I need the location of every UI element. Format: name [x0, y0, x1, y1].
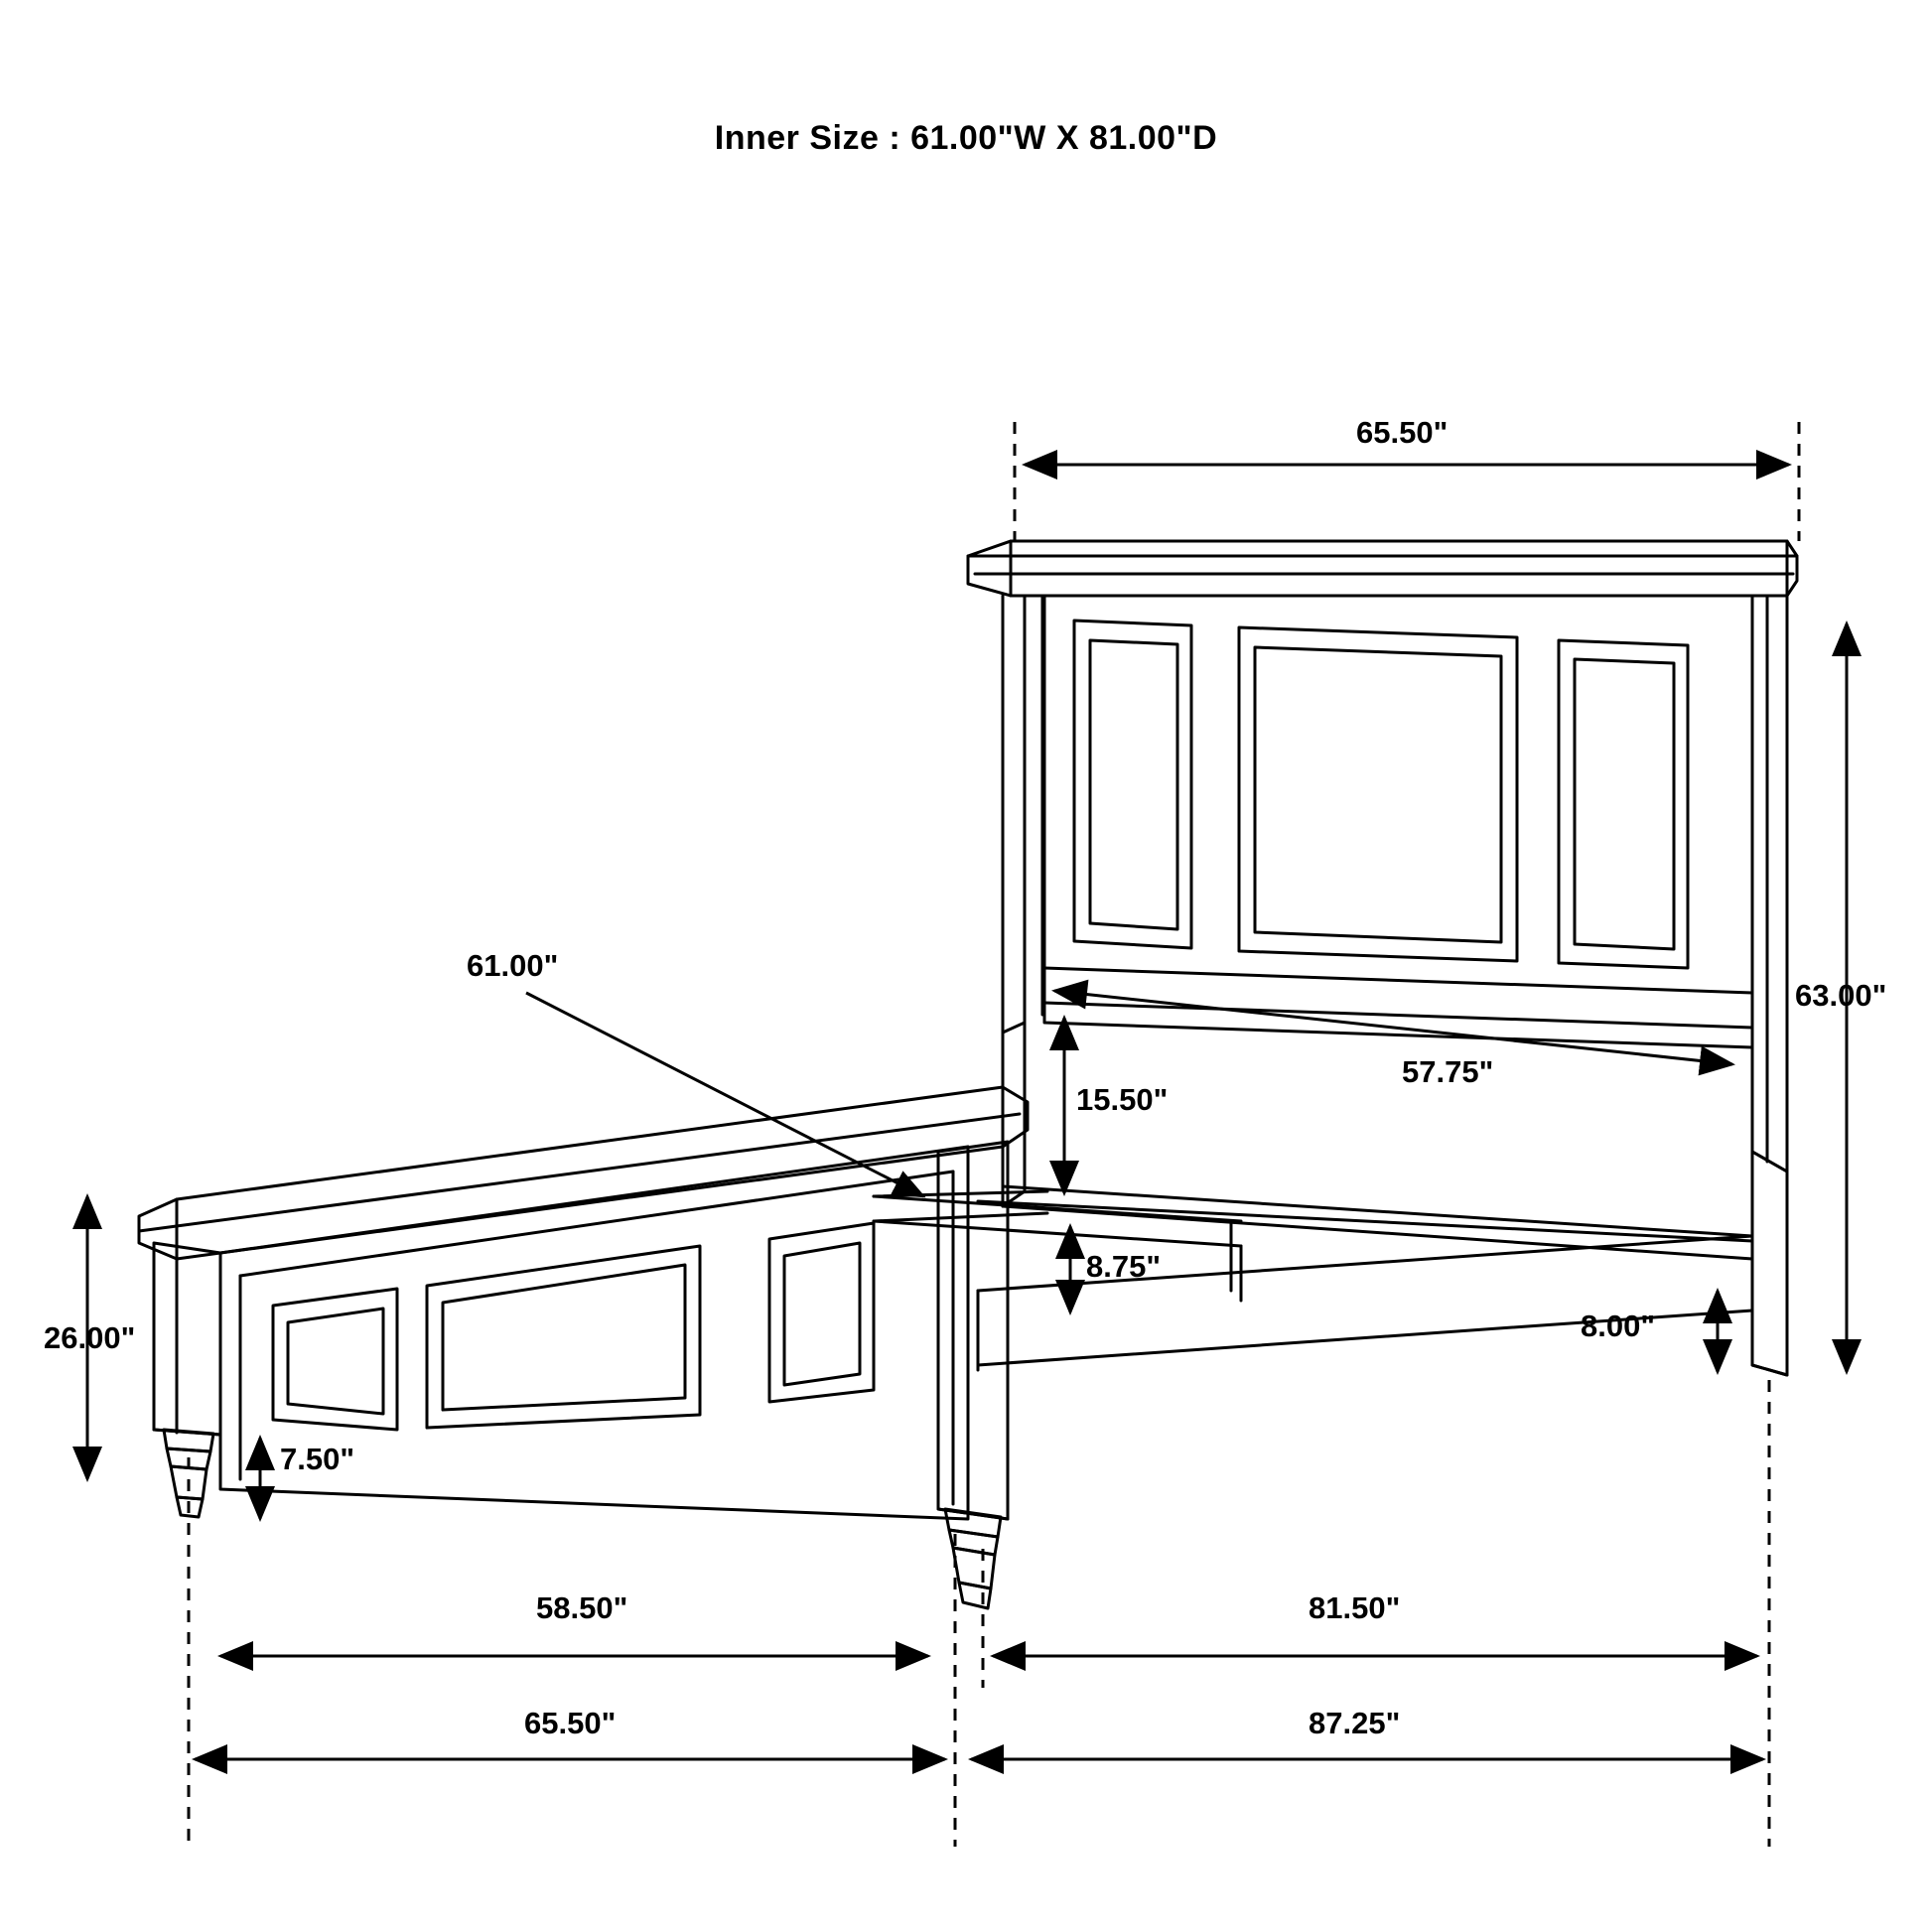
dim-label-headboard-height: 63.00": [1795, 978, 1887, 1013]
dim-label-rail-clearance: 8.00": [1581, 1309, 1656, 1343]
dim-label-headboard-inner: 57.75": [1402, 1054, 1494, 1089]
dim-label-overall-length: 87.25": [1309, 1706, 1401, 1740]
dim-label-footboard-height: 26.00": [44, 1320, 136, 1355]
dim-label-footboard-inner: 58.50": [536, 1590, 628, 1625]
dim-label-rail-length: 81.50": [1309, 1590, 1401, 1625]
dim-label-top-width: 65.50": [1356, 415, 1449, 450]
dim-label-slat-top: 15.50": [1076, 1082, 1169, 1117]
page-title: Inner Size : 61.00"W X 81.00"D: [714, 119, 1218, 157]
dim-label-callout-width: 61.00": [467, 948, 559, 983]
dim-label-foot-leg: 7.50": [280, 1442, 355, 1476]
dim-label-slat-bottom: 8.75": [1086, 1249, 1162, 1284]
dim-label-footboard-outer: 65.50": [524, 1706, 617, 1740]
